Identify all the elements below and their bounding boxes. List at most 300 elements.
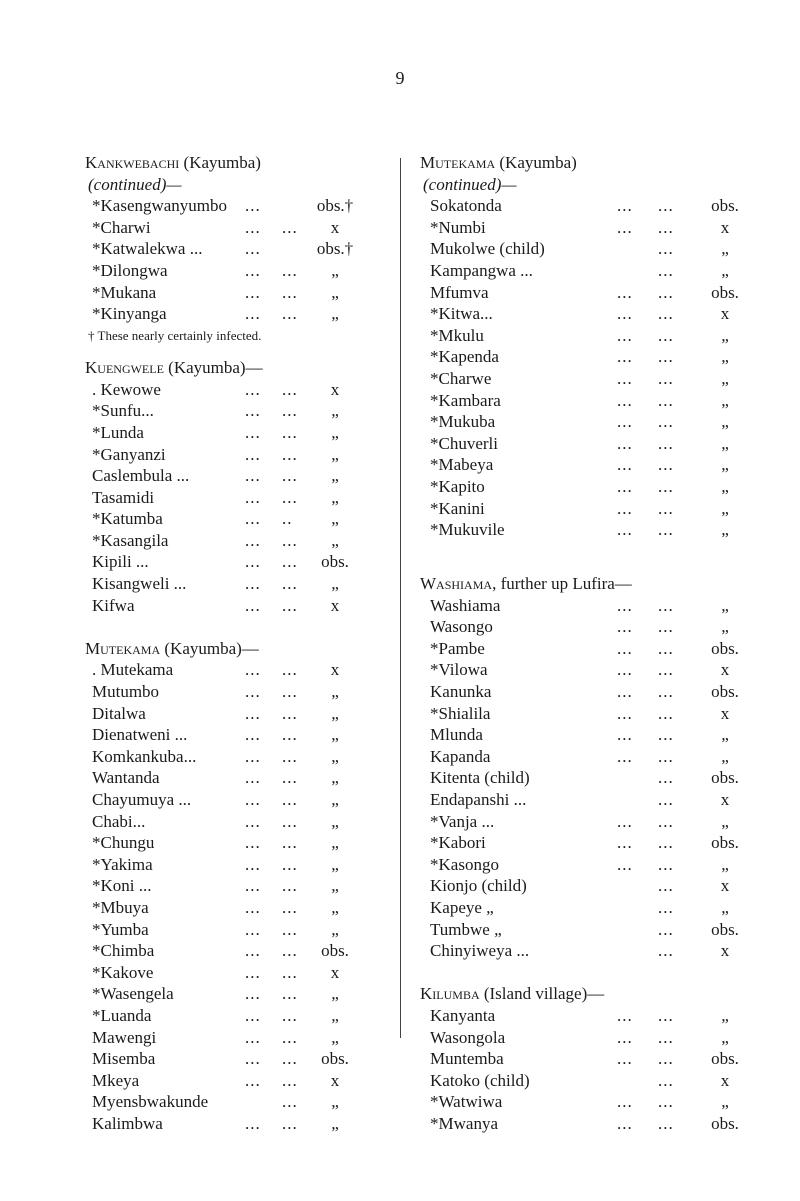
leader-dots: ...: [245, 595, 261, 615]
status-mark: „: [331, 444, 339, 464]
village-entry: [420, 368, 765, 390]
leader-dots: ...: [282, 811, 298, 831]
status-mark: „: [331, 876, 339, 896]
leader-dots: ...: [282, 919, 298, 939]
status-mark: „: [721, 433, 729, 453]
village-entry: [85, 1048, 390, 1070]
column-divider: [400, 158, 401, 1038]
leader-dots: ...: [658, 725, 674, 745]
leader-dots: ...: [658, 476, 674, 496]
village-name: *Katwalekwa ...: [92, 239, 203, 259]
status-mark: „: [331, 530, 339, 550]
leader-dots: ...: [658, 682, 674, 702]
village-name: Kalimbwa: [92, 1113, 163, 1133]
leader-dots: ...: [658, 941, 674, 961]
status-mark: x: [720, 217, 730, 237]
village-entry: [420, 1048, 765, 1070]
leader-dots: ...: [617, 520, 633, 540]
village-name: Kipili ...: [92, 552, 149, 572]
leader-dots: ...: [245, 660, 261, 680]
status-mark: „: [721, 725, 729, 745]
leader-dots: ...: [282, 530, 298, 550]
leader-dots: ...: [617, 347, 633, 367]
village-name: *Kambara: [430, 390, 501, 410]
village-name: *Mukuvile: [430, 520, 505, 540]
status-mark: „: [331, 746, 339, 766]
footnote: † These nearly certainly infected.: [88, 327, 262, 343]
status-mark: „: [721, 811, 729, 831]
leader-dots: ...: [658, 325, 674, 345]
status-mark: obs.: [711, 196, 739, 216]
status-mark: x: [720, 660, 730, 680]
entry-list: [85, 659, 390, 1134]
village-entry: [85, 1070, 390, 1092]
status-mark: „: [721, 455, 729, 475]
leader-dots: ...: [245, 260, 261, 280]
status-mark: x: [720, 1070, 730, 1090]
leader-dots: ...: [245, 768, 261, 788]
village-name: Kapanda: [430, 746, 491, 766]
leader-dots: ...: [658, 833, 674, 853]
village-entry: [420, 433, 765, 455]
village-entry: [420, 519, 765, 541]
village-entry: [420, 476, 765, 498]
leader-dots: ...: [617, 746, 633, 766]
village-name: *Mbuya: [92, 897, 149, 917]
village-name: *Lunda: [92, 422, 144, 442]
status-mark: x: [720, 876, 730, 896]
village-entry: [85, 811, 390, 833]
status-mark: „: [331, 1027, 339, 1047]
status-mark: „: [721, 897, 729, 917]
village-name: Chayumuya ...: [92, 790, 192, 810]
leader-dots: ...: [245, 919, 261, 939]
village-name: Kapeye „: [430, 897, 494, 917]
status-mark: „: [721, 239, 729, 259]
village-name: *Wasengela: [92, 984, 174, 1004]
leader-dots: ...: [617, 1092, 633, 1112]
entry-list: [420, 1005, 765, 1135]
village-name: Kampangwa ...: [430, 260, 533, 280]
leader-dots: ...: [245, 746, 261, 766]
leader-dots: ...: [617, 368, 633, 388]
village-name: Kisangweli ...: [92, 574, 187, 594]
village-name: *Yumba: [92, 919, 149, 939]
village-name: Misemba: [92, 1049, 156, 1069]
leader-dots: ...: [617, 433, 633, 453]
village-entry: [85, 379, 390, 401]
heading-rest: , further up Lufira—: [492, 574, 632, 594]
leader-dots: ...: [617, 304, 633, 324]
status-mark: „: [721, 260, 729, 280]
village-name: *Chimba: [92, 941, 155, 961]
village-name: *Kapenda: [430, 347, 499, 367]
status-mark: „: [331, 282, 339, 302]
heading-rest: (Kayumba): [495, 153, 577, 172]
village-name: *Kasangila: [92, 530, 169, 550]
village-name: Wasongo: [430, 617, 493, 637]
village-entry: [85, 487, 390, 509]
status-mark: x: [330, 217, 340, 237]
status-mark: „: [721, 1027, 729, 1047]
village-name: *Kasongo: [430, 854, 499, 874]
leader-dots: ...: [245, 422, 261, 442]
leader-dots: ...: [245, 833, 261, 853]
leader-dots: ...: [658, 1113, 674, 1133]
leader-dots: ...: [282, 703, 298, 723]
village-name: *Numbi: [430, 217, 486, 237]
village-name: Mawengi: [92, 1027, 157, 1047]
village-name: Caslembula ...: [92, 466, 190, 486]
leader-dots: ...: [658, 347, 674, 367]
village-entry: [420, 282, 765, 304]
status-mark: „: [331, 304, 339, 324]
leader-dots: ...: [245, 1049, 261, 1069]
leader-dots: ...: [658, 919, 674, 939]
village-name: *Kitwa...: [430, 304, 493, 324]
village-name: *Kasengwanyumbo: [92, 196, 228, 216]
village-entry: [85, 724, 390, 746]
leader-dots: ...: [658, 498, 674, 518]
leader-dots: ...: [658, 638, 674, 658]
status-mark: „: [331, 833, 339, 853]
leader-dots: ...: [282, 746, 298, 766]
village-entry: [420, 595, 765, 617]
section-heading: [420, 573, 765, 595]
status-mark: „: [331, 509, 339, 529]
village-entry: [420, 390, 765, 412]
status-mark: x: [720, 304, 730, 324]
status-mark: obs.: [711, 1049, 739, 1069]
leader-dots: ...: [282, 379, 298, 399]
village-name: *Luanda: [92, 1005, 152, 1025]
village-name: *Katumba: [92, 509, 163, 529]
status-mark: „: [331, 466, 339, 486]
status-mark: „: [331, 790, 339, 810]
village-entry: [85, 789, 390, 811]
leader-dots: ...: [282, 1070, 298, 1090]
section-heading: [85, 638, 390, 660]
village-entry: [420, 1027, 765, 1049]
heading-village: Mutekama: [420, 153, 496, 172]
village-entry: [420, 638, 765, 660]
village-entry: [420, 1091, 765, 1113]
leader-dots: ...: [658, 1070, 674, 1090]
leader-dots: ...: [617, 660, 633, 680]
leader-dots: ...: [245, 444, 261, 464]
village-entry: [420, 919, 765, 941]
village-name: *Kanini: [430, 498, 485, 518]
leader-dots: ...: [617, 1005, 633, 1025]
village-name: Endapanshi ...: [430, 790, 527, 810]
leader-dots: ...: [282, 282, 298, 302]
leader-dots: ...: [245, 790, 261, 810]
village-entry: [420, 897, 765, 919]
leader-dots: ...: [282, 304, 298, 324]
village-entry: [420, 940, 765, 962]
section-heading: [85, 357, 390, 379]
village-entry: [85, 703, 390, 725]
status-mark: „: [331, 854, 339, 874]
village-entry: [420, 724, 765, 746]
leader-dots: ...: [658, 390, 674, 410]
right-column: [420, 152, 765, 1135]
village-entry: [420, 498, 765, 520]
leader-dots: ...: [245, 1005, 261, 1025]
village-name: *Chuverli: [430, 433, 498, 453]
leader-dots: ...: [282, 444, 298, 464]
entry-list: [85, 195, 390, 325]
leader-dots: ...: [282, 552, 298, 572]
village-entry: [85, 962, 390, 984]
village-entry: [85, 422, 390, 444]
village-entry: [85, 595, 390, 617]
status-mark: x: [330, 379, 340, 399]
leader-dots: ...: [617, 703, 633, 723]
heading-village: Washiama: [420, 574, 493, 594]
leader-dots: ...: [245, 401, 261, 421]
leader-dots: ...: [245, 509, 261, 529]
village-entry: [85, 195, 390, 217]
village-entry: [420, 875, 765, 897]
village-name: Kitenta (child): [430, 768, 530, 788]
village-entry: [420, 303, 765, 325]
leader-dots: ...: [282, 401, 298, 421]
leader-dots: ...: [282, 790, 298, 810]
leader-dots: ...: [658, 368, 674, 388]
leader-dots: ...: [245, 239, 261, 259]
leader-dots: ...: [245, 682, 261, 702]
leader-dots: ...: [245, 1113, 261, 1133]
village-name: Tasamidi: [92, 487, 155, 507]
leader-dots: ...: [282, 660, 298, 680]
village-name: Washiama: [430, 595, 501, 615]
village-name: Katoko (child): [430, 1070, 530, 1090]
leader-dots: ...: [658, 703, 674, 723]
village-entry: [85, 897, 390, 919]
village-name: *Kakove: [92, 962, 154, 982]
leader-dots: ...: [245, 196, 261, 216]
status-mark: obs.: [711, 282, 739, 302]
status-mark: „: [721, 520, 729, 540]
leader-dots: ...: [282, 725, 298, 745]
status-mark: „: [721, 498, 729, 518]
village-name: *Kinyanga: [92, 304, 167, 324]
left-column: [85, 152, 390, 1135]
village-entry: [420, 217, 765, 239]
village-name: *Shialila: [430, 703, 491, 723]
status-mark: obs.†: [316, 196, 354, 216]
status-mark: „: [721, 390, 729, 410]
status-mark: „: [331, 574, 339, 594]
leader-dots: ...: [658, 304, 674, 324]
status-mark: „: [331, 897, 339, 917]
status-mark: „: [331, 984, 339, 1004]
status-mark: „: [331, 811, 339, 831]
status-mark: obs.: [321, 941, 349, 961]
status-mark: „: [331, 919, 339, 939]
status-mark: „: [331, 401, 339, 421]
village-name: Kifwa: [92, 595, 135, 615]
village-entry: [420, 832, 765, 854]
village-entry: [420, 811, 765, 833]
heading-rest: (Kayumba): [179, 153, 261, 172]
status-mark: „: [331, 1113, 339, 1133]
status-mark: „: [721, 412, 729, 432]
leader-dots: ...: [658, 768, 674, 788]
leader-dots: ...: [658, 433, 674, 453]
village-entry: [85, 238, 390, 260]
leader-dots: ...: [245, 811, 261, 831]
leader-dots: ...: [658, 854, 674, 874]
leader-dots: ...: [245, 1070, 261, 1090]
leader-dots: ...: [282, 854, 298, 874]
leader-dots: ...: [245, 217, 261, 237]
leader-dots: ...: [617, 325, 633, 345]
village-name: Mlunda: [430, 725, 483, 745]
village-entry: [420, 616, 765, 638]
leader-dots: ...: [617, 455, 633, 475]
heading-rest: (Kayumba)—: [160, 638, 259, 658]
village-name: *Kabori: [430, 833, 486, 853]
village-name: *Vanja ...: [430, 811, 495, 831]
entry-list: [85, 379, 390, 617]
leader-dots: ...: [245, 552, 261, 572]
status-mark: x: [330, 962, 340, 982]
village-name: Kionjo (child): [430, 876, 527, 896]
leader-dots: ...: [245, 854, 261, 874]
village-entry: [85, 1027, 390, 1049]
leader-dots: ...: [282, 217, 298, 237]
status-mark: „: [721, 325, 729, 345]
status-mark: x: [330, 1070, 340, 1090]
village-name: Kanunka: [430, 682, 492, 702]
village-name: *Koni ...: [92, 876, 152, 896]
leader-dots: ...: [245, 725, 261, 745]
village-entry: [85, 1091, 390, 1113]
leader-dots: ...: [617, 833, 633, 853]
continued-label: (continued)—: [88, 174, 182, 194]
leader-dots: ...: [658, 239, 674, 259]
heading-rest: (Kayumba)—: [163, 358, 263, 378]
village-entry: [420, 789, 765, 811]
leader-dots: ...: [245, 379, 261, 399]
village-entry: [85, 875, 390, 897]
leader-dots: ...: [282, 595, 298, 615]
status-mark: „: [721, 347, 729, 367]
leader-dots: ...: [282, 1005, 298, 1025]
village-name: Mutumbo: [92, 682, 160, 702]
leader-dots: ...: [658, 260, 674, 280]
leader-dots: ...: [245, 282, 261, 302]
village-name: *Charwi: [92, 217, 151, 237]
leader-dots: ...: [245, 876, 261, 896]
leader-dots: ...: [658, 897, 674, 917]
leader-dots: ...: [282, 487, 298, 507]
village-entry: [85, 217, 390, 239]
village-name: *Sunfu...: [92, 401, 154, 421]
leader-dots: ...: [658, 790, 674, 810]
heading-rest: (Island village)—: [479, 984, 605, 1004]
village-entry: [85, 1005, 390, 1027]
leader-dots: ...: [617, 638, 633, 658]
village-entry: [85, 746, 390, 768]
status-mark: x: [720, 790, 730, 810]
leader-dots: ...: [658, 595, 674, 615]
status-mark: „: [331, 260, 339, 280]
status-mark: „: [331, 725, 339, 745]
village-name: Wasongola: [430, 1027, 506, 1047]
leader-dots: ...: [617, 682, 633, 702]
leader-dots: ...: [245, 530, 261, 550]
leader-dots: ...: [658, 660, 674, 680]
leader-dots: ...: [282, 833, 298, 853]
section-heading: [420, 152, 765, 174]
leader-dots: ...: [617, 217, 633, 237]
village-name: . Mutekama: [92, 660, 174, 680]
status-mark: x: [720, 703, 730, 723]
leader-dots: ...: [658, 876, 674, 896]
leader-dots: ...: [658, 811, 674, 831]
leader-dots: ...: [282, 897, 298, 917]
leader-dots: ...: [617, 282, 633, 302]
village-name: Mukolwe (child): [430, 239, 545, 259]
status-mark: obs.: [711, 768, 739, 788]
village-entry: [85, 767, 390, 789]
village-entry: [85, 465, 390, 487]
village-name: Dienatweni ...: [92, 725, 188, 745]
village-name: *Mabeya: [430, 455, 494, 475]
village-entry: [420, 325, 765, 347]
leader-dots: ...: [282, 682, 298, 702]
leader-dots: ...: [245, 1027, 261, 1047]
village-entry: [85, 854, 390, 876]
village-name: *Ganyanzi: [92, 444, 166, 464]
leader-dots: ...: [282, 984, 298, 1004]
status-mark: „: [331, 487, 339, 507]
heading-village: Kilumba: [420, 984, 480, 1004]
village-entry: [420, 1005, 765, 1027]
village-name: *Dilongwa: [92, 260, 168, 280]
leader-dots: ...: [245, 897, 261, 917]
leader-dots: ...: [245, 984, 261, 1004]
village-entry: [85, 1113, 390, 1135]
leader-dots: ...: [617, 412, 633, 432]
village-name: Mfumva: [430, 282, 489, 302]
status-mark: obs.: [711, 682, 739, 702]
status-mark: „: [721, 595, 729, 615]
village-name: Muntemba: [430, 1049, 504, 1069]
section-heading: [85, 152, 390, 174]
village-entry: [85, 919, 390, 941]
leader-dots: ...: [245, 304, 261, 324]
village-entry: [420, 260, 765, 282]
village-name: Kanyanta: [430, 1005, 496, 1025]
village-entry: [85, 681, 390, 703]
village-entry: [85, 983, 390, 1005]
leader-dots: ...: [245, 487, 261, 507]
leader-dots: ...: [617, 595, 633, 615]
village-name: *Pambe: [430, 638, 485, 658]
section-heading: [420, 983, 765, 1005]
leader-dots: ...: [282, 1027, 298, 1047]
village-entry: [420, 411, 765, 433]
leader-dots: ...: [282, 1049, 298, 1069]
leader-dots: ...: [245, 941, 261, 961]
village-name: Chabi...: [92, 811, 146, 831]
leader-dots: ...: [282, 962, 298, 982]
village-entry: [85, 444, 390, 466]
